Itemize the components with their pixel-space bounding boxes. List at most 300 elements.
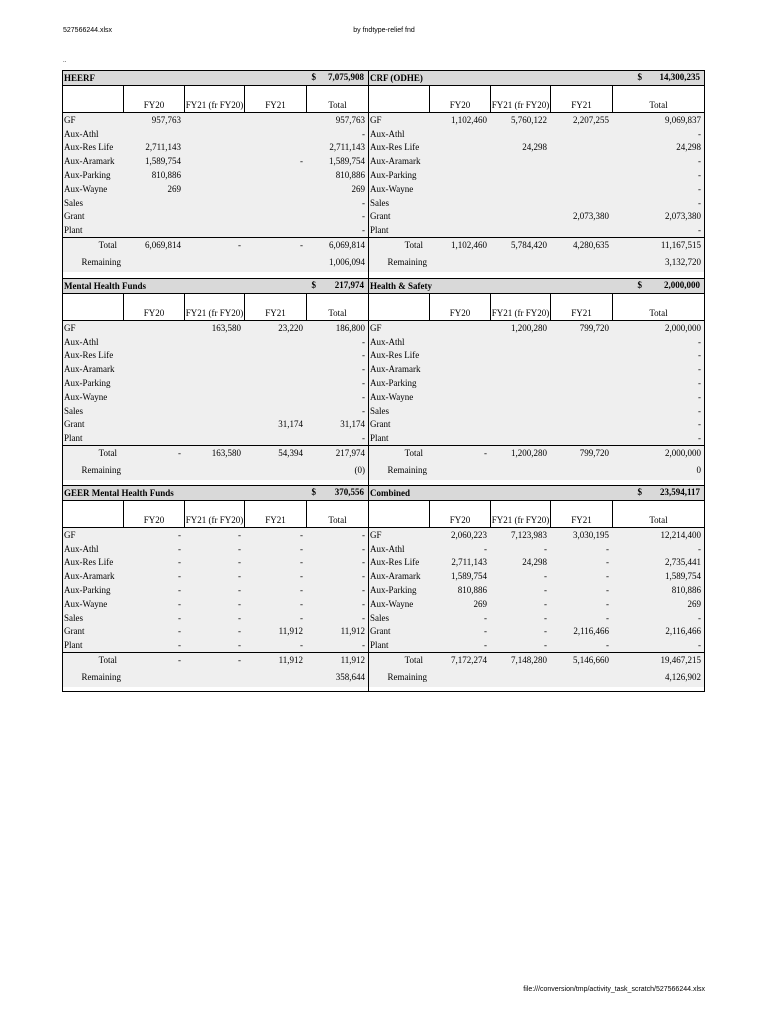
remaining-row <box>63 460 368 480</box>
cell-value: - <box>300 640 303 651</box>
currency-symbol: $ <box>637 72 642 82</box>
panel-title: Mental Health Funds <box>64 281 147 291</box>
cell-value: - <box>544 626 547 637</box>
cell-value: - <box>362 128 365 139</box>
row-label: GF <box>370 114 382 125</box>
cell-value: - <box>362 405 365 416</box>
cell-value: 7,123,983 <box>511 529 547 540</box>
remaining-value: 3,132,720 <box>665 257 701 268</box>
panel-title-bar <box>369 71 704 86</box>
remaining-value: 4,126,902 <box>665 672 701 683</box>
column-header: FY20 <box>429 294 490 320</box>
cell-value: - <box>362 598 365 609</box>
table-row <box>63 127 368 141</box>
row-label: Aux-Aramark <box>64 571 115 582</box>
table-row <box>369 638 704 652</box>
allocation-amount: 217,974 <box>334 280 364 290</box>
row-label: Aux-Athl <box>370 128 405 139</box>
row-label: Sales <box>370 405 389 416</box>
total-row <box>63 652 368 667</box>
row-label: Sales <box>64 612 83 623</box>
remaining-row <box>369 252 704 272</box>
panel-title-bar <box>369 486 704 501</box>
fund-panel-combined <box>368 485 704 691</box>
row-label: Plant <box>64 640 83 651</box>
panel-title: GEER Mental Health Funds <box>64 488 174 498</box>
table-row <box>369 210 704 224</box>
cell-value: - <box>362 612 365 623</box>
table-row <box>63 141 368 155</box>
cell-value: - <box>698 336 701 347</box>
cell-value: - <box>178 612 181 623</box>
row-label: Aux-Parking <box>64 585 111 596</box>
cell-value: 269 <box>687 598 701 609</box>
row-label: Grant <box>64 419 85 430</box>
cell-value: - <box>300 571 303 582</box>
table-row <box>63 569 368 583</box>
row-label: Aux-Parking <box>370 378 417 389</box>
row-label: Sales <box>370 197 389 208</box>
panel-title-bar <box>63 279 368 294</box>
cell-value: 7,172,274 <box>451 655 487 666</box>
table-row <box>369 362 704 376</box>
table-row <box>369 404 704 418</box>
table-row <box>369 569 704 583</box>
cell-value: - <box>178 598 181 609</box>
table-row <box>63 335 368 349</box>
column-header-row <box>63 501 368 528</box>
column-header: FY21 <box>244 86 306 112</box>
cell-value: - <box>238 626 241 637</box>
cell-value: - <box>698 391 701 402</box>
cell-value: 24,298 <box>676 142 701 153</box>
row-label: Remaining <box>81 672 121 683</box>
table-body <box>369 321 704 480</box>
table-row <box>369 154 704 168</box>
table-row <box>369 418 704 432</box>
table-row <box>63 168 368 182</box>
cell-value: - <box>606 585 609 596</box>
cell-value: - <box>178 448 181 459</box>
row-label: Aux-Res Life <box>64 557 114 568</box>
cell-value: - <box>178 557 181 568</box>
cell-value: - <box>606 612 609 623</box>
cell-value: 12,214,400 <box>660 529 701 540</box>
cell-value: - <box>484 448 487 459</box>
row-label: Plant <box>370 640 389 651</box>
cell-value: 810,886 <box>335 170 365 181</box>
cell-value: 31,174 <box>340 419 365 430</box>
remaining-row <box>369 460 704 480</box>
table-row <box>369 376 704 390</box>
cell-value: - <box>606 557 609 568</box>
cell-value: - <box>300 585 303 596</box>
cell-value: 24,298 <box>522 557 547 568</box>
cell-value: - <box>178 585 181 596</box>
row-label: Aux-Aramark <box>370 571 421 582</box>
cell-value: 1,589,754 <box>145 156 181 167</box>
table-row <box>369 597 704 611</box>
cell-value: - <box>544 571 547 582</box>
column-header: FY20 <box>123 501 184 527</box>
cell-value: 5,760,122 <box>511 114 547 125</box>
column-header: Total <box>306 501 368 527</box>
column-header-row <box>369 294 704 321</box>
total-row <box>369 237 704 252</box>
cell-value: 2,000,000 <box>665 322 701 333</box>
cell-value: - <box>606 640 609 651</box>
cell-value: 2,711,143 <box>451 557 487 568</box>
cell-value: - <box>238 585 241 596</box>
cell-value: 957,763 <box>151 114 181 125</box>
table-row <box>369 168 704 182</box>
cell-value: - <box>362 336 365 347</box>
row-label: Total <box>404 655 423 666</box>
column-header: Total <box>612 294 704 320</box>
file-name-header: 527566244.xlsx <box>63 27 113 34</box>
cell-value: 5,784,420 <box>511 240 547 251</box>
cell-value: - <box>362 640 365 651</box>
row-label: Aux-Parking <box>370 170 417 181</box>
table-row <box>63 210 368 224</box>
cell-value: 31,174 <box>278 419 303 430</box>
row-label: Aux-Res Life <box>370 350 420 361</box>
table-row <box>63 349 368 363</box>
table-row <box>63 223 368 237</box>
row-label: Aux-Athl <box>64 543 99 554</box>
panel-title: CRF (ODHE) <box>370 73 423 83</box>
cell-value: 54,394 <box>278 448 303 459</box>
allocation-amount: 23,594,117 <box>659 487 700 497</box>
table-row <box>63 362 368 376</box>
cell-value: 1,589,754 <box>451 571 487 582</box>
table-row <box>369 431 704 445</box>
cell-value: - <box>178 655 181 666</box>
row-label: Grant <box>370 419 391 430</box>
row-label: Aux-Athl <box>370 543 405 554</box>
cell-value: 2,207,255 <box>573 114 609 125</box>
table-row <box>63 418 368 432</box>
cell-value: 799,720 <box>579 448 609 459</box>
row-label: Aux-Wayne <box>370 598 414 609</box>
cell-value: 1,200,280 <box>511 322 547 333</box>
table-row <box>63 182 368 196</box>
cell-value: - <box>484 543 487 554</box>
table-row <box>369 196 704 210</box>
cell-value: - <box>238 655 241 666</box>
column-header: FY21 (fr FY20) <box>490 294 550 320</box>
cell-value: 3,030,195 <box>573 529 609 540</box>
row-label: Plant <box>370 225 389 236</box>
table-row <box>369 611 704 625</box>
column-header-row <box>369 86 704 113</box>
cell-value: 1,102,460 <box>451 240 487 251</box>
row-label: Total <box>98 448 117 459</box>
cell-value: - <box>300 529 303 540</box>
cell-value: - <box>484 640 487 651</box>
cell-value: - <box>238 598 241 609</box>
table-row <box>369 321 704 335</box>
total-row <box>63 445 368 460</box>
panel-title: Health & Safety <box>370 281 432 291</box>
cell-value: - <box>178 626 181 637</box>
table-row <box>63 556 368 570</box>
cell-value: 11,167,515 <box>660 240 701 251</box>
cell-value: - <box>698 225 701 236</box>
table-row <box>63 404 368 418</box>
table-row <box>369 113 704 127</box>
remaining-row <box>369 667 704 687</box>
row-label: GF <box>64 114 76 125</box>
cell-value: 1,200,280 <box>511 448 547 459</box>
table-row <box>63 638 368 652</box>
cell-value: - <box>362 543 365 554</box>
table-body <box>63 321 368 480</box>
cell-value: 2,073,380 <box>665 211 701 222</box>
cell-value: - <box>544 640 547 651</box>
cell-value: 6,069,814 <box>145 240 181 251</box>
cell-value: - <box>606 543 609 554</box>
cell-value: 23,220 <box>278 322 303 333</box>
cell-value: - <box>178 640 181 651</box>
cell-value: 810,886 <box>457 585 487 596</box>
cell-value: - <box>178 529 181 540</box>
allocation-amount: 14,300,235 <box>659 72 700 82</box>
column-header: FY21 <box>550 501 612 527</box>
cell-value: - <box>698 183 701 194</box>
cell-value: 799,720 <box>579 322 609 333</box>
cell-value: 810,886 <box>151 170 181 181</box>
table-row <box>369 335 704 349</box>
cell-marker: .. <box>63 58 67 64</box>
fund-panel-health-safety <box>368 278 704 485</box>
cell-value: - <box>238 543 241 554</box>
cell-value: - <box>698 350 701 361</box>
currency-symbol: $ <box>311 487 316 497</box>
currency-symbol: $ <box>637 280 642 290</box>
column-header: Total <box>306 294 368 320</box>
cell-value: - <box>698 405 701 416</box>
table-row <box>369 390 704 404</box>
cell-value: - <box>698 170 701 181</box>
row-label: Remaining <box>387 257 427 268</box>
table-row <box>63 528 368 542</box>
cell-value: 186,800 <box>335 322 365 333</box>
row-label: Grant <box>370 211 391 222</box>
row-label: Aux-Res Life <box>370 142 420 153</box>
cell-value: 269 <box>351 183 365 194</box>
table-row <box>63 196 368 210</box>
cell-value: 217,974 <box>335 448 365 459</box>
fund-tables-grid <box>62 70 705 692</box>
page-header-title: by fndtype-relief fnd <box>353 27 415 34</box>
cell-value: - <box>362 225 365 236</box>
table-row <box>369 625 704 639</box>
row-label: Aux-Wayne <box>370 183 414 194</box>
cell-value: 11,912 <box>278 626 303 637</box>
allocation-amount: 370,556 <box>334 487 364 497</box>
row-label: Sales <box>64 405 83 416</box>
remaining-row <box>63 667 368 687</box>
cell-value: 1,589,754 <box>665 571 701 582</box>
cell-value: - <box>544 543 547 554</box>
cell-value: - <box>698 433 701 444</box>
table-row <box>369 223 704 237</box>
column-header: FY20 <box>429 501 490 527</box>
cell-value: 269 <box>473 598 487 609</box>
cell-value: - <box>362 378 365 389</box>
row-label: Total <box>98 240 117 251</box>
cell-value: - <box>178 543 181 554</box>
row-label: Aux-Wayne <box>370 391 414 402</box>
column-header: FY21 (fr FY20) <box>184 501 244 527</box>
cell-value: 2,711,143 <box>145 142 181 153</box>
table-row <box>369 127 704 141</box>
cell-value: - <box>544 598 547 609</box>
total-row <box>369 652 704 667</box>
table-body <box>369 528 704 687</box>
cell-value: 2,000,000 <box>665 448 701 459</box>
row-label: GF <box>64 322 76 333</box>
cell-value: - <box>698 378 701 389</box>
cell-value: - <box>698 419 701 430</box>
row-label: Total <box>404 448 423 459</box>
table-body <box>369 113 704 272</box>
column-header-row <box>369 501 704 528</box>
cell-value: 2,116,466 <box>573 626 609 637</box>
row-label: Sales <box>64 197 83 208</box>
cell-value: - <box>698 543 701 554</box>
remaining-value: 0 <box>696 465 701 476</box>
cell-value: - <box>544 612 547 623</box>
remaining-value: (0) <box>354 465 365 476</box>
cell-value: - <box>698 612 701 623</box>
row-label: Aux-Wayne <box>64 183 108 194</box>
table-row <box>63 154 368 168</box>
row-label: Plant <box>64 433 83 444</box>
allocation-amount: 7,075,908 <box>328 72 364 82</box>
currency-symbol: $ <box>311 72 316 82</box>
cell-value: - <box>238 557 241 568</box>
table-row <box>63 376 368 390</box>
cell-value: 1,102,460 <box>451 114 487 125</box>
cell-value: - <box>300 598 303 609</box>
table-row <box>369 349 704 363</box>
cell-value: - <box>484 612 487 623</box>
column-header: FY21 (fr FY20) <box>490 86 550 112</box>
cell-value: 2,116,466 <box>665 626 701 637</box>
cell-value: - <box>238 529 241 540</box>
cell-value: - <box>300 543 303 554</box>
cell-value: 1,589,754 <box>329 156 365 167</box>
cell-value: - <box>300 156 303 167</box>
currency-symbol: $ <box>311 280 316 290</box>
row-label: Aux-Wayne <box>64 598 108 609</box>
column-header: FY21 (fr FY20) <box>184 294 244 320</box>
cell-value: - <box>606 571 609 582</box>
cell-value: - <box>362 571 365 582</box>
cell-value: - <box>698 156 701 167</box>
row-label: Aux-Athl <box>64 128 99 139</box>
cell-value: - <box>606 598 609 609</box>
cell-value: - <box>238 571 241 582</box>
cell-value: - <box>698 197 701 208</box>
table-row <box>369 182 704 196</box>
remaining-row <box>63 252 368 272</box>
row-label: GF <box>370 322 382 333</box>
row-label: Aux-Parking <box>370 585 417 596</box>
row-label: Remaining <box>387 672 427 683</box>
row-label: Grant <box>64 211 85 222</box>
cell-value: 957,763 <box>335 114 365 125</box>
table-row <box>63 611 368 625</box>
cell-value: - <box>362 391 365 402</box>
column-header: Total <box>612 501 704 527</box>
column-header: FY21 <box>550 294 612 320</box>
row-label: Aux-Athl <box>64 336 99 347</box>
table-body <box>63 113 368 272</box>
cell-value: 11,912 <box>340 655 365 666</box>
cell-value: - <box>300 612 303 623</box>
cell-value: 4,280,635 <box>573 240 609 251</box>
allocation-amount: 2,000,000 <box>664 280 700 290</box>
remaining-value: 1,006,094 <box>329 257 365 268</box>
column-header: FY21 <box>550 86 612 112</box>
column-header-row <box>63 294 368 321</box>
row-label: Aux-Parking <box>64 170 111 181</box>
cell-value: - <box>178 571 181 582</box>
cell-value: - <box>362 585 365 596</box>
column-header: FY20 <box>123 86 184 112</box>
cell-value: - <box>300 240 303 251</box>
row-label: Grant <box>370 626 391 637</box>
remaining-value: 358,644 <box>335 672 365 683</box>
row-label: Grant <box>64 626 85 637</box>
row-label: Aux-Aramark <box>64 156 115 167</box>
cell-value: - <box>300 557 303 568</box>
row-label: Aux-Res Life <box>64 350 114 361</box>
cell-value: - <box>238 612 241 623</box>
table-row <box>63 597 368 611</box>
cell-value: 19,467,215 <box>660 655 701 666</box>
cell-value: 2,073,380 <box>573 211 609 222</box>
cell-value: - <box>362 197 365 208</box>
cell-value: - <box>238 240 241 251</box>
table-row <box>369 583 704 597</box>
row-label: GF <box>370 529 382 540</box>
cell-value: 5,146,660 <box>573 655 609 666</box>
cell-value: 2,711,143 <box>329 142 365 153</box>
table-row <box>63 625 368 639</box>
fund-panel-crf-odhe <box>368 71 704 278</box>
cell-value: 163,580 <box>211 322 241 333</box>
cell-value: - <box>698 364 701 375</box>
row-label: Aux-Wayne <box>64 391 108 402</box>
cell-value: 7,148,280 <box>511 655 547 666</box>
table-row <box>63 583 368 597</box>
table-row <box>369 528 704 542</box>
cell-value: 2,735,441 <box>665 557 701 568</box>
panel-title-bar <box>369 279 704 294</box>
table-row <box>63 321 368 335</box>
panel-title: Combined <box>370 488 411 498</box>
column-header: FY21 <box>244 294 306 320</box>
row-label: Aux-Aramark <box>370 156 421 167</box>
column-header: Total <box>612 86 704 112</box>
cell-value: 2,060,223 <box>451 529 487 540</box>
cell-value: - <box>484 626 487 637</box>
row-label: Remaining <box>81 257 121 268</box>
